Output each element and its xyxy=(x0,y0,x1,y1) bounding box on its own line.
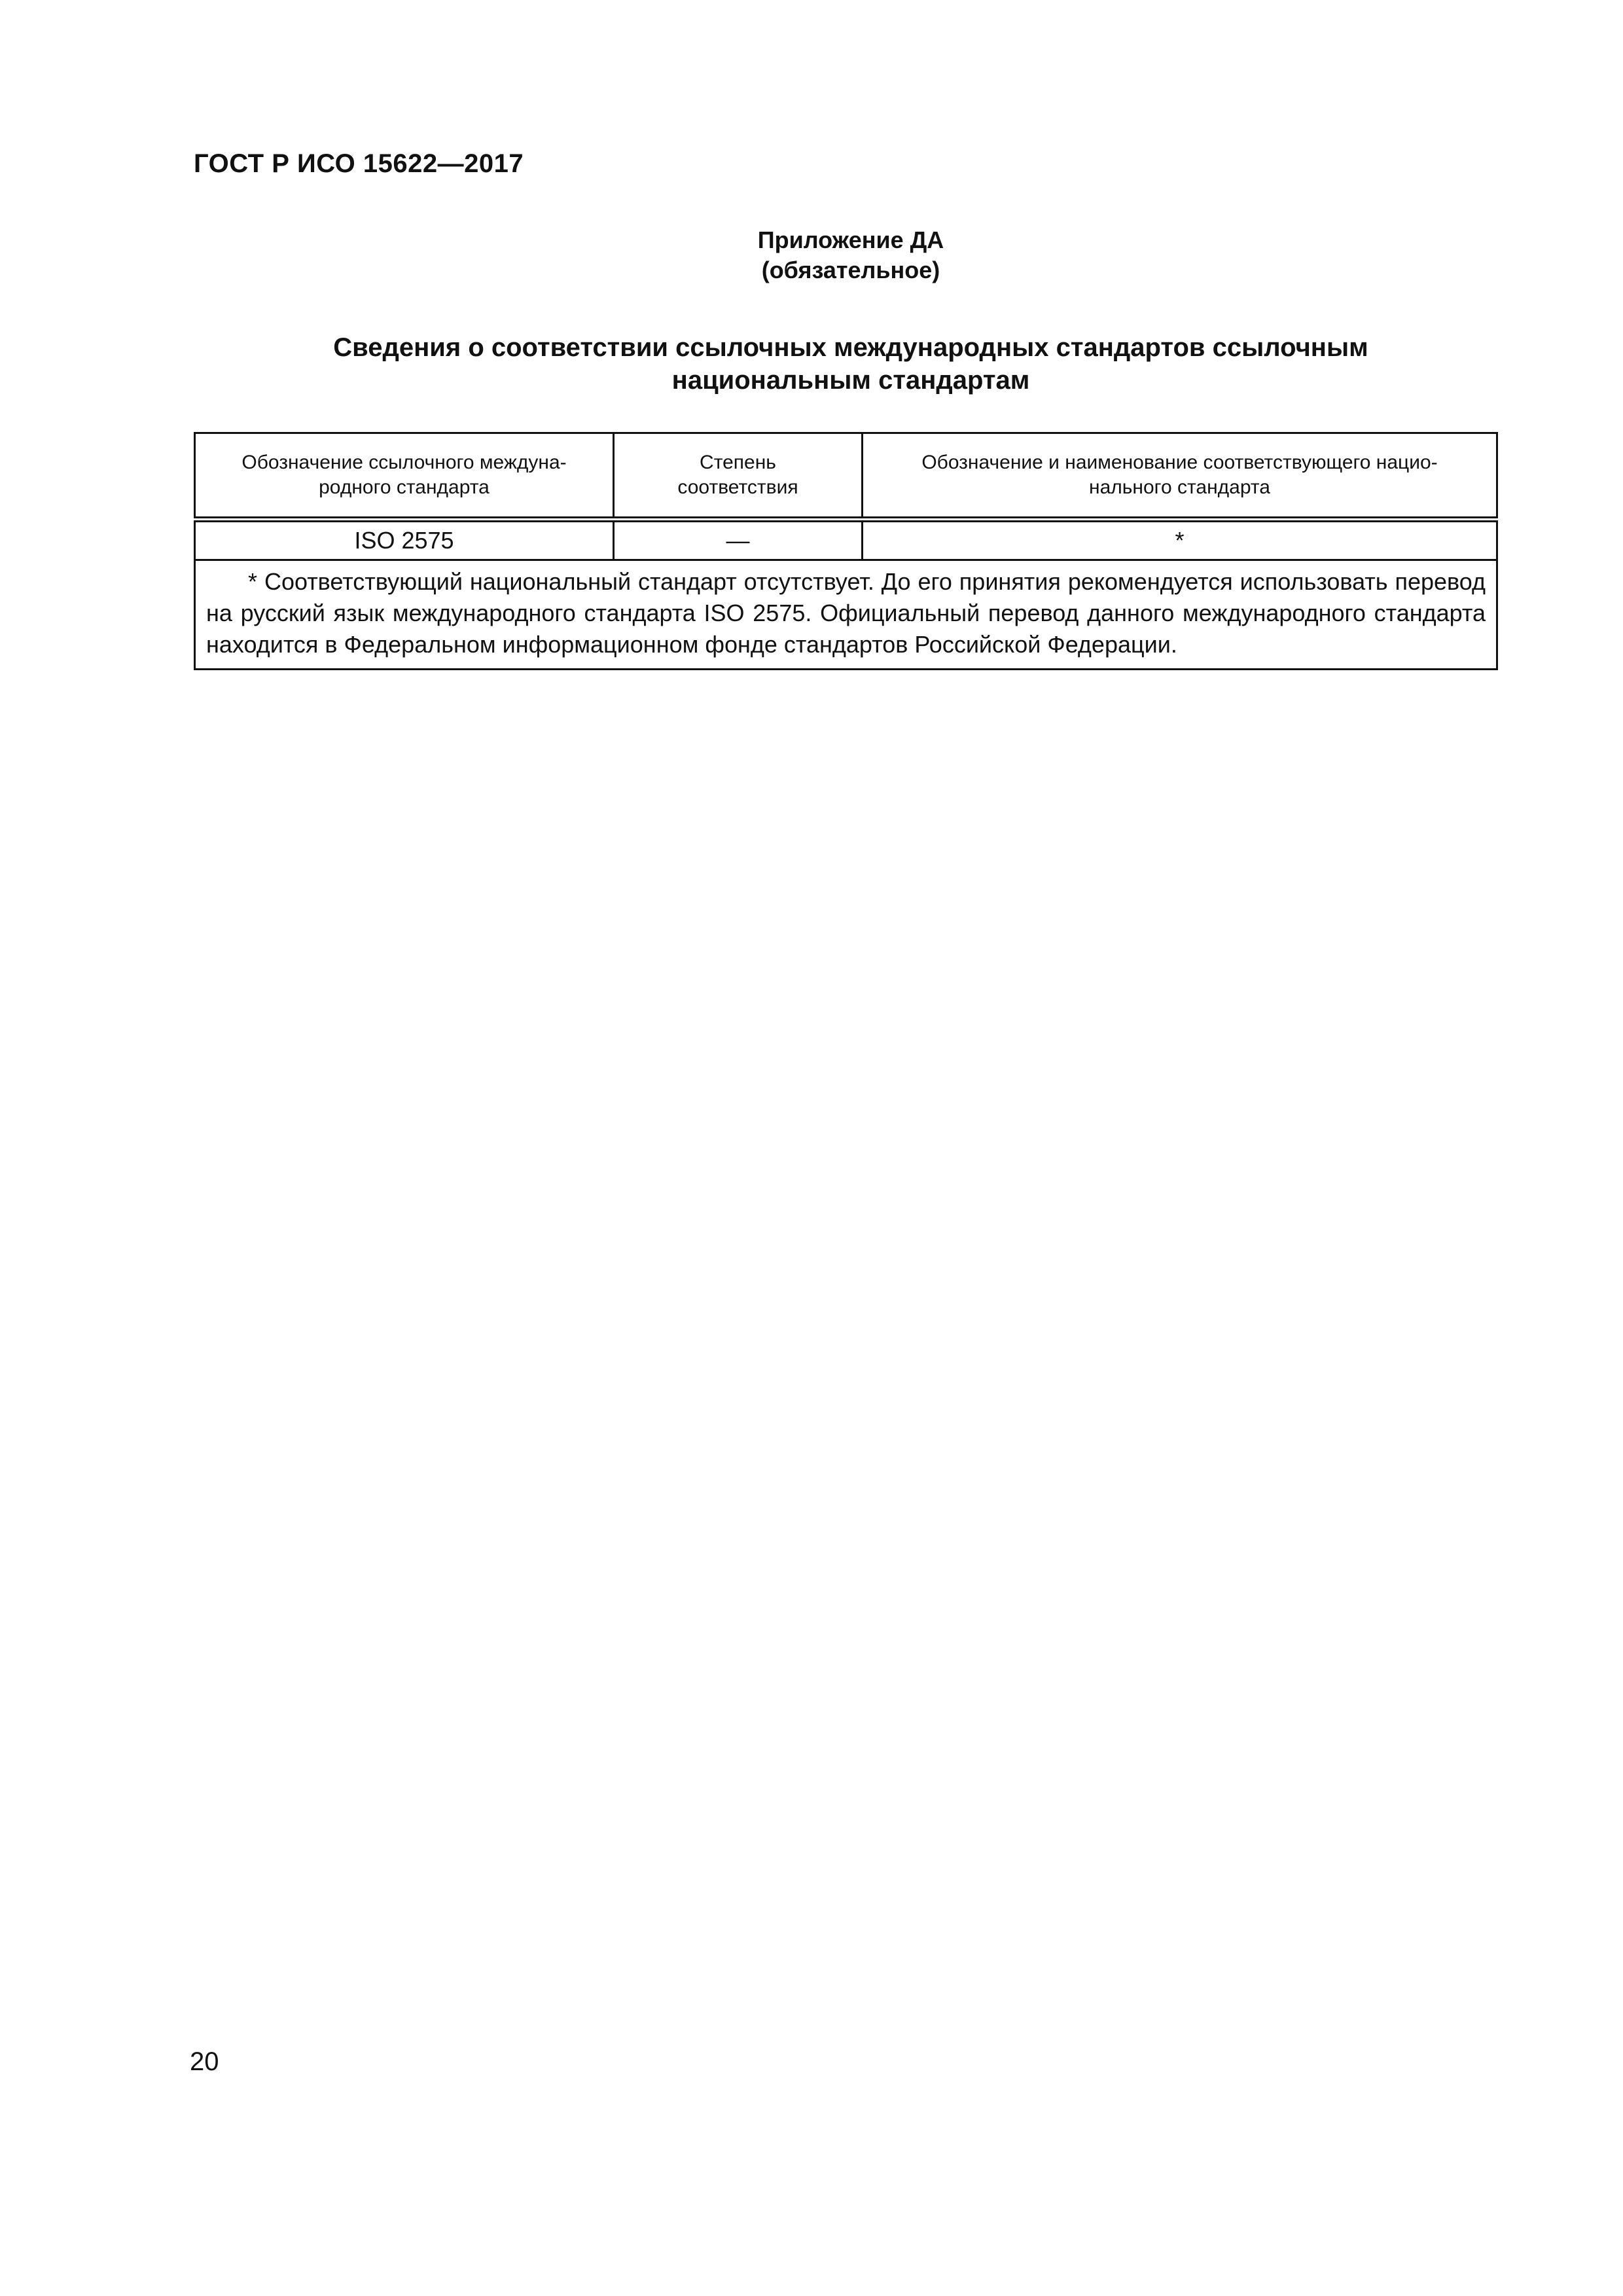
table-row xyxy=(195,520,1497,560)
footnote-text: * Соответствующий национальный стандарт отсутствует. До его принятия рекомендуется использовать перевод на русский язык международного стандарта ISO 2575. Официальный перевод данного международного стандарта находится в Федеральном информационном фонде стандартов Российской Федерации. xyxy=(206,568,1486,658)
table-footnote xyxy=(195,560,1497,670)
column-header-national-standard: Обозначение и наименование соответствующего нацио-нального стандарта xyxy=(863,433,1497,520)
cell-national-standard: * xyxy=(863,520,1497,560)
annex-heading xyxy=(288,331,1414,397)
cell-international-standard: ISO 2575 xyxy=(195,520,614,560)
annex-caption xyxy=(0,225,1623,285)
annex-heading-line-1: Сведения о соответствии ссылочных международных стандартов ссылочным xyxy=(333,333,1368,362)
document-designation: ГОСТ Р ИСО 15622—2017 xyxy=(194,149,524,178)
annex-status: (обязательное) xyxy=(761,257,940,283)
cell-degree-of-conformity: — xyxy=(614,520,863,560)
annex-title: Приложение ДА xyxy=(757,226,944,253)
conformity-table xyxy=(194,432,1498,670)
table-footnote-row xyxy=(195,560,1497,670)
annex-heading-line-2: национальным стандартам xyxy=(671,366,1030,395)
column-header-international-standard: Обозначение ссылочного междуна-родного стандарта xyxy=(195,433,614,520)
column-header-degree-of-conformity: Степень соответствия xyxy=(614,433,863,520)
page-number: 20 xyxy=(190,2047,219,2076)
table-header-row xyxy=(195,433,1497,520)
